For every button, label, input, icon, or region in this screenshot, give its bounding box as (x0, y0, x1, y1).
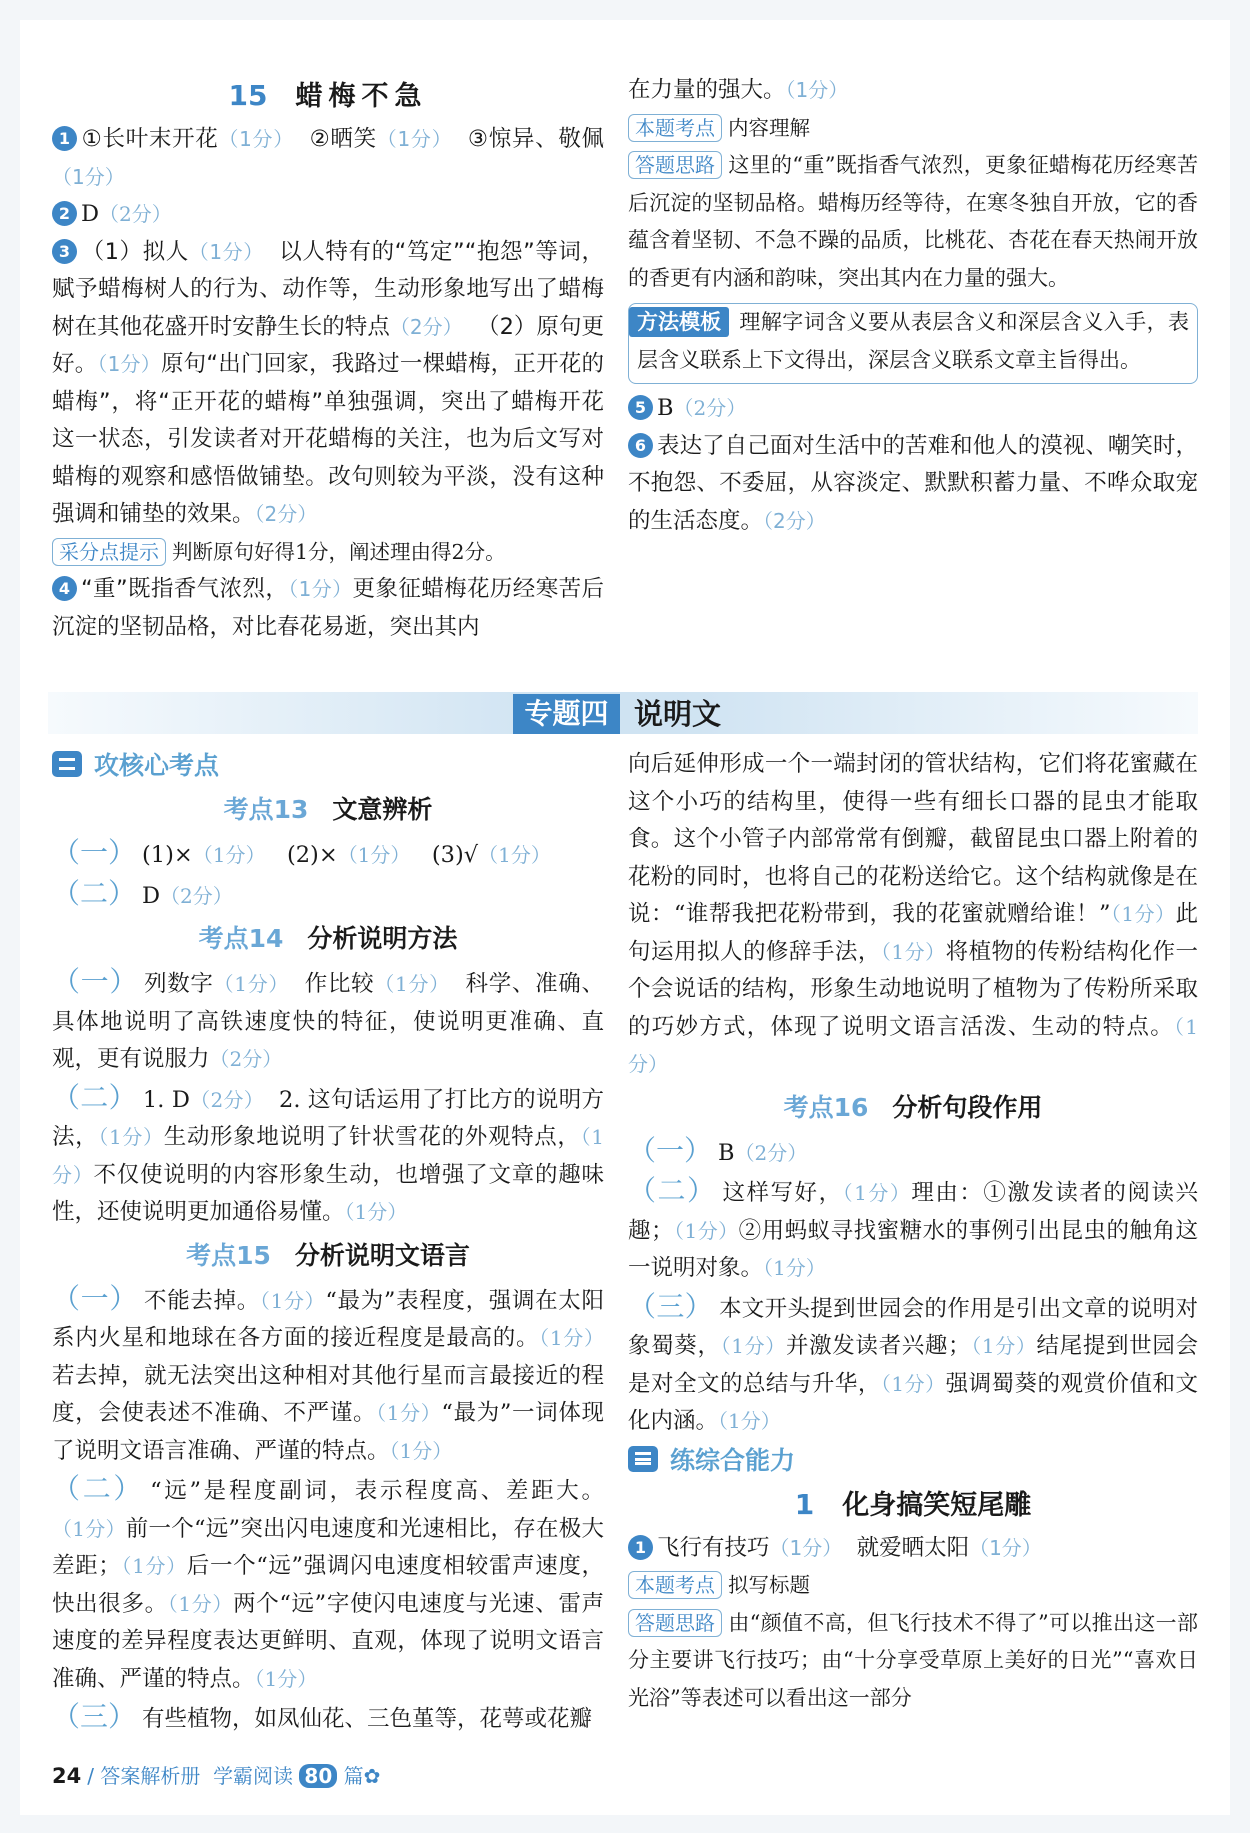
kd15-q3: （三） 有些植物，如凤仙花、三色堇等，花萼或花瓣 (52, 1700, 593, 1733)
knowledge-point-tag: 本题考点 (628, 114, 722, 142)
article-title: 15 蜡梅不急 (228, 79, 428, 112)
solution-idea: 答题思路 这里的“重”既指香气浓烈，更象征蜡梅花历经寒苦后沉淀的坚韧品格。蜡梅历经等待，在寒冬独自开放，它的香蕴含着坚韧、不急不躁的品质，比桃花、杏花在春天热闹开放的香更有内涵和韵味，突出其内在力量的强大。 (628, 153, 1198, 290)
method-template-tag: 方法模板 (629, 307, 729, 337)
q3-answer: 3 （1）拟人（1分） 以人特有的“笃定”“抱怨”等词，赋予蜡梅树人的行为、动作等，生动形象地写出了蜡梅树在其他花盛开时安静生长的特点（2分） （2）原句更好。（1分）原句“出门回家，我路过一棵蜡梅，正开花的蜡梅”，将“正开花的蜡梅”单独强调，突出了蜡梅开花这一状态，引发读者对开花蜡梅的关注，也为后文写对蜡梅的观察和感悟做铺垫。改句则较为平淡，没有这种强调和铺垫的效果。（2分） (52, 238, 604, 527)
method-template-box: 方法模板 理解字词含义要从表层含义和深层含义入手，表层含义联系上下文得出，深层含义联系文章主旨得出。 (628, 303, 1198, 384)
article-1-solution-idea: 答题思路 由“颜值不高，但飞行技术不得了”可以推出这一部分主要讲飞行技巧；由“十分享受草原上美好的日光”“喜欢日光浴”等表述可以看出这一部分 (628, 1610, 1198, 1710)
kd16-q2: （二） 这样写好，（1分）理由：①激发读者的阅读兴趣；（1分）②用蚂蚁寻找蜜糖水的事例引出昆虫的触角这一说明对象。（1分） (628, 1174, 1198, 1281)
knowledge-point: 本题考点 内容理解 (628, 110, 1198, 148)
kd15-q2: （二） “远”是程度副词，表示程度高、差距大。（1分）前一个“远”突出闪电速度和光速相比，存在极大差距；（1分）后一个“远”强调闪电速度相较雷声速度，快出很多。（1分）两个“远”字使闪电速度与光速、雷声速度的差异程度表达更鲜明、直观，体现了说明文语言准确、严谨的特点。（1分） (52, 1472, 604, 1692)
q1-answer: 1 ①长叶末开花（1分） ②晒笑（1分） ③惊异、敬佩（1分） (52, 126, 604, 189)
kd13-title: 考点13 文意辨析 (223, 795, 433, 824)
section-icon (628, 1446, 658, 1472)
q4-continued: 在力量的强大。（1分） (628, 77, 849, 103)
kd15-title: 考点15 分析说明文语言 (186, 1240, 470, 1270)
kd13-q1: （一） (1)×（1分） (2)×（1分） (3)√（1分） (52, 836, 551, 869)
kd13-q2: （二） D（2分） (52, 876, 233, 910)
topic-band (48, 692, 1198, 734)
solution-idea-tag: 答题思路 (628, 1609, 722, 1637)
article-1-knowledge-point: 本题考点 拟写标题 (628, 1567, 1198, 1605)
article-1-q1: 1 飞行有技巧（1分） 就爱晒太阳（1分） (628, 1530, 1198, 1568)
scoring-hint-tag: 采分点提示 (52, 538, 166, 566)
q6-answer: 6 表达了自己面对生活中的苦难和他人的漠视、嘲笑时，不抱怨、不委屈，从容淡定、默默积蓄力量、不哗众取宠的生活态度。（2分） (628, 432, 1198, 534)
q4-answer: 4 “重”既指香气浓烈，（1分）更象征蜡梅花历经寒苦后沉淀的坚韧品格，对比春花易逝，突出其内 (52, 576, 604, 640)
page-number: 24 (52, 1764, 82, 1788)
left-top-column (52, 72, 604, 646)
section-comprehensive: 练综合能力 (628, 1441, 1198, 1481)
kd16-title: 考点16 分析句段作用 (783, 1092, 1043, 1122)
right-bottom-column (628, 746, 1198, 1717)
scoring-hint: 采分点提示 判断原句好得1分，阐述理由得2分。 (52, 534, 604, 572)
topic-label: 专题四 (513, 694, 620, 734)
right-top-column (628, 72, 1198, 540)
section-core-points: 攻核心考点 (52, 746, 604, 786)
q2-answer: 2 D（2分） (52, 196, 604, 234)
q5-answer: 5 B（2分） (628, 390, 1198, 428)
knowledge-point-tag: 本题考点 (628, 1571, 722, 1599)
kd14-title: 考点14 分析说明方法 (198, 924, 458, 953)
page (20, 20, 1230, 1815)
section-icon (52, 751, 82, 777)
kd16-q3: （三） 本文开头提到世园会的作用是引出文章的说明对象蜀葵，（1分）并激发读者兴趣；（1分）结尾提到世园会是对全文的总结与升华，（1分）强调蜀葵的观赏价值和文化内涵。（1分） (628, 1289, 1198, 1434)
left-bottom-column (52, 746, 604, 1739)
series-count-badge: 80 (299, 1764, 337, 1788)
leaf-icon: ✿ (363, 1764, 381, 1788)
kd15-q1: （一） 不能去掉。（1分）“最为”表程度，强调在太阳系内火星和地球在各方面的接近程度是最高的。（1分）若去掉，就无法突出这种相对其他行星而言最接近的程度，会使表述不准确、不严谨。（1分）“最为”一词体现了说明文语言准确、严谨的特点。（1分） (52, 1281, 604, 1464)
kd15-q3-continued: 向后延伸形成一个一端封闭的管状结构，它们将花蜜藏在这个小巧的结构里，使得一些有细长口器的昆虫才能取食。这个小管子内部常常有倒瓣，截留昆虫口器上附着的花粉的同时，也将自己的花粉送给它。这个结构就像是在说：“谁帮我把花粉带到，我的花蜜就赠给谁！”（1分）此句运用拟人的修辞手法，（1分）将植物的传粉结构化作一个会说话的结构，形象生动地说明了植物为了传粉所采取的巧妙方式，体现了说明文语言活泼、生动的特点。（1分） (628, 751, 1198, 1076)
solution-idea-tag: 答题思路 (628, 151, 722, 179)
article-1-title: 1 化身搞笑短尾雕 (794, 1487, 1032, 1521)
topic-name: 说明文 (634, 697, 722, 731)
page-footer: 24 / 答案解析册 学霸阅读 80 篇✿ (52, 1764, 381, 1788)
kd14-q1: （一） 列数字（1分） 作比较（1分） 科学、准确、具体地说明了高铁速度快的特征，使说明更准确、直观，更有说服力（2分） (52, 965, 604, 1072)
kd16-q1: （一） B（2分） (628, 1133, 808, 1167)
kd14-q2: （二） 1. D（2分） 2. 这句话运用了打比方的说明方法，（1分）生动形象地说明了针状雪花的外观特点，（1分）不仅使说明的内容形象生动，也增强了文章的趣味性，还使说明更加通俗易懂。（1分） (52, 1080, 604, 1225)
